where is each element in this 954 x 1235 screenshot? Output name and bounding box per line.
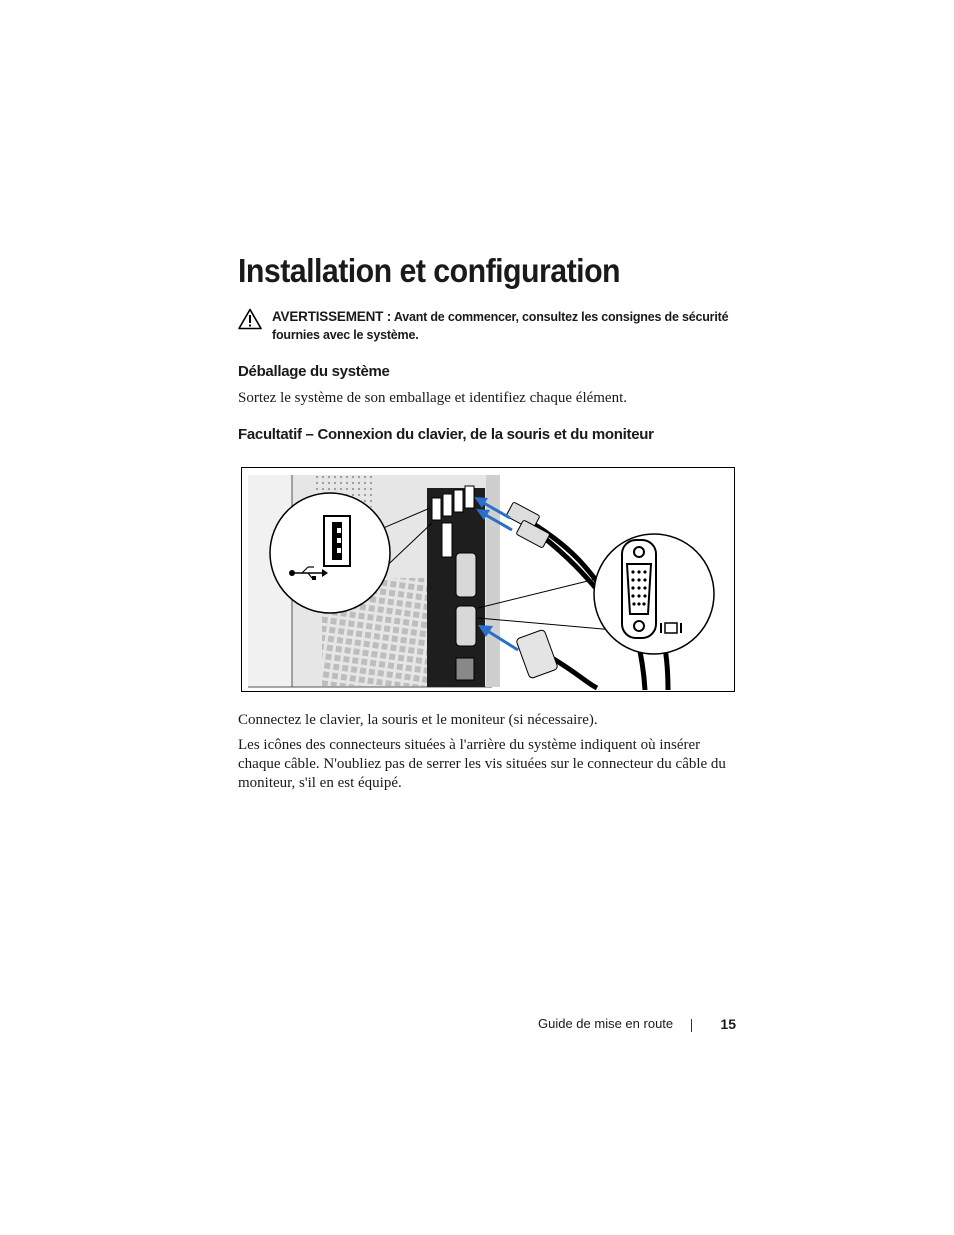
paragraph-connector-icons: Les icônes des connecteurs situées à l'arrière du système indiquent où insérer chaque câble. N'oubliez pas de serrer les vis situées sur le connecteur du câble du moniteur, s'il en est équipé. (238, 737, 726, 791)
paragraph-connect: Connectez le clavier, la souris et le moniteur (si nécessaire). (238, 712, 598, 728)
warning-triangle-icon (238, 308, 262, 330)
vga-connector (622, 540, 656, 638)
footer-separator (691, 1019, 692, 1032)
warning-label: AVERTISSEMENT : (272, 309, 392, 324)
warning-text: Avant de commencer, consultez les consignes de sécurité fournies avec le système. (272, 310, 729, 342)
footer-guide-title: Guide de mise en route (538, 1016, 674, 1031)
section-heading-unpack: Déballage du système (238, 363, 390, 380)
connection-illustration-svg (242, 468, 734, 691)
connection-illustration (241, 467, 735, 692)
section-body-unpack: Sortez le système de son emballage et identifiez chaque élément. (238, 390, 628, 406)
section-heading-optional: Facultatif – Connexion du clavier, de la souris et du moniteur (238, 426, 654, 443)
warning-notice (238, 308, 738, 344)
page-title: Installation et configuration (238, 252, 621, 289)
page-number: 15 (720, 1016, 736, 1032)
page-footer (538, 1016, 736, 1036)
